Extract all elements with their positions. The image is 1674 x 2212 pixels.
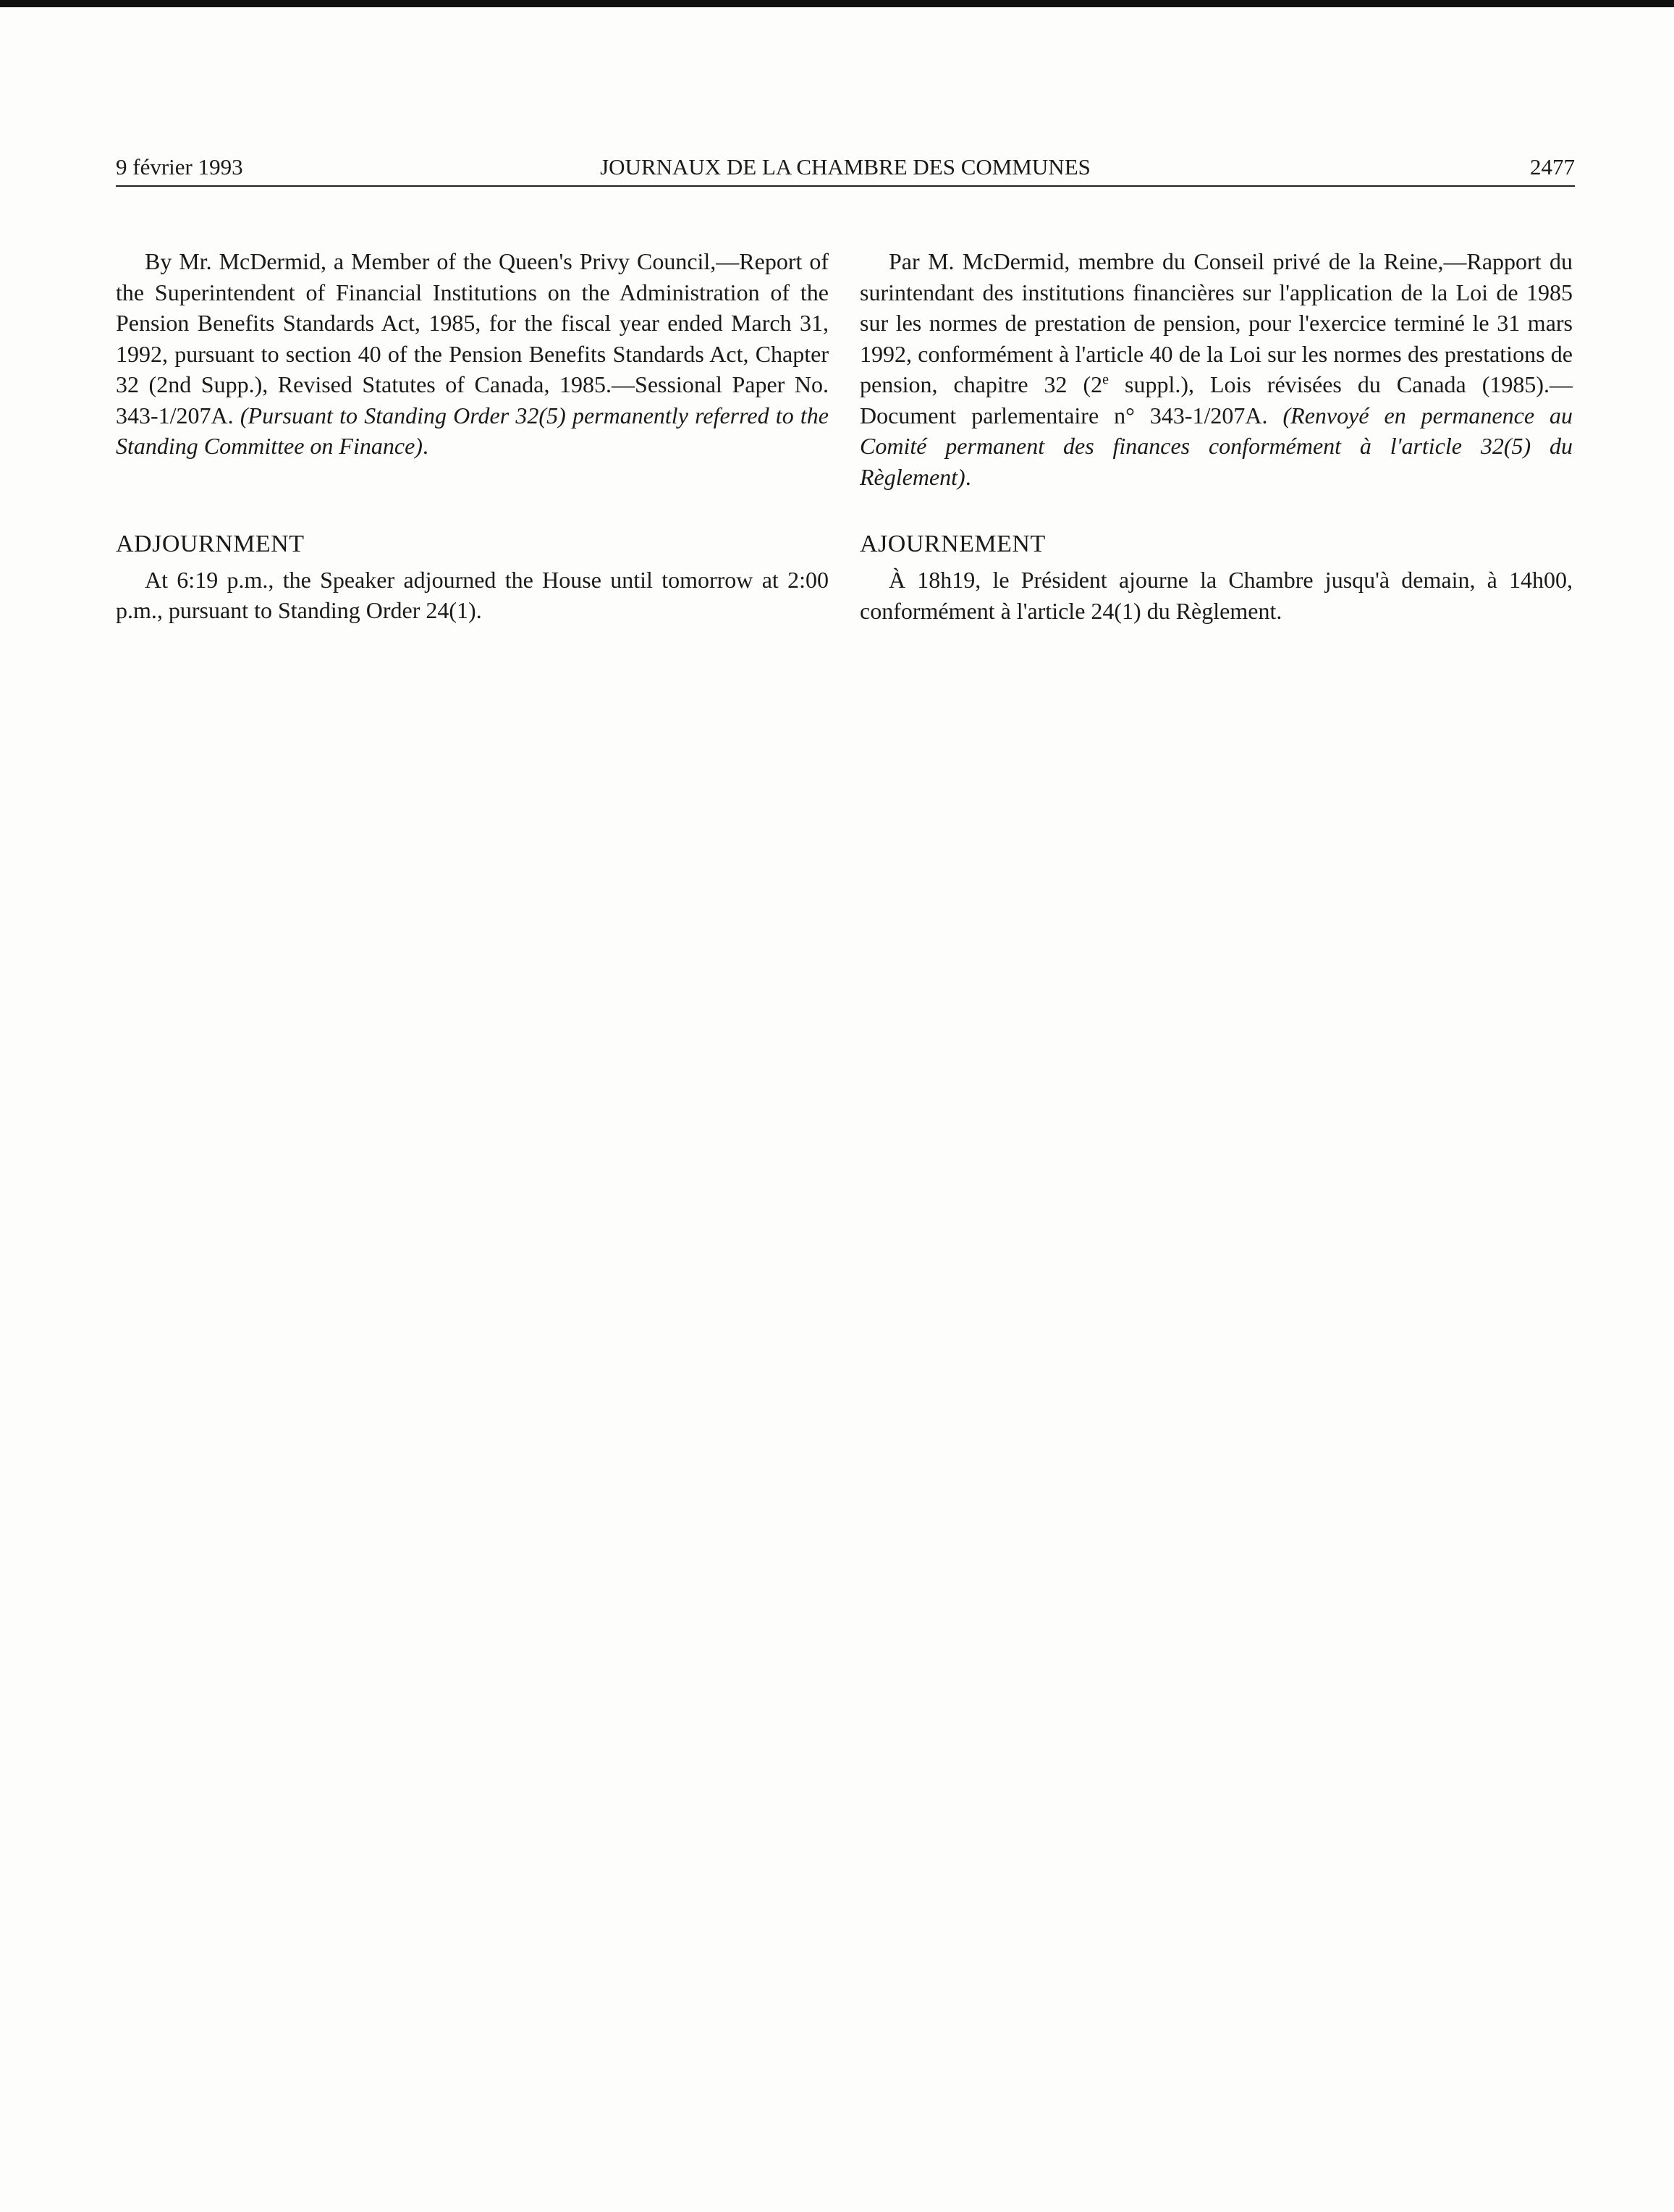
report-paragraph-en — [116, 246, 829, 462]
report-paragraph-fr — [860, 246, 1573, 492]
french-column — [860, 246, 1573, 626]
page-header — [116, 149, 1575, 185]
header-date: 9 février 1993 — [116, 154, 243, 180]
adjournment-heading-en: ADJOURNMENT — [116, 530, 305, 557]
report-text-fr-part1: Par M. McDermid, membre du Conseil privé de la Reine,—Rapport du surintendant des institutions financières sur l'application de la Loi de 1985 sur les normes de prestation de pension, pour l'exercice terminé le 31 mars 1992, conformément à l'article 40 de la Loi sur les normes des prestations de pension, chapitre 32 (2 — [860, 248, 1573, 397]
report-end-fr: . — [965, 463, 971, 490]
report-end-en: . — [422, 433, 428, 459]
english-column — [116, 246, 829, 626]
header-rule — [116, 185, 1575, 187]
report-text-fr-part2: suppl.), Lois révisées du Canada (1985).—Document parlementaire n° 343-1/207A. — [860, 371, 1573, 429]
report-superscript-fr: e — [1102, 371, 1109, 388]
report-referral-en: (Pursuant to Standing Order 32(5) permanently referred to the Standing Committee on Finance) — [116, 402, 829, 459]
scan-top-edge — [0, 0, 1674, 7]
report-referral-fr: (Renvoyé en permanence au Comité permanent des finances conformément à l'article 32(5) du Règlement) — [860, 402, 1573, 490]
adjournment-heading-fr: AJOURNEMENT — [860, 531, 1046, 557]
header-journal-title: JOURNAUX DE LA CHAMBRE DES COMMUNES — [600, 154, 1091, 180]
adjournment-text-fr: À 18h19, le Président ajourne la Chambre jusqu'à demain, à 14h00, conformément à l'article 24(1) du Règlement. — [860, 567, 1573, 624]
adjournment-text-en: At 6:19 p.m., the Speaker adjourned the House until tomorrow at 2:00 p.m., pursuant to Standing Order 24(1). — [116, 566, 829, 623]
header-page-number: 2477 — [1530, 154, 1575, 180]
report-text-en: By Mr. McDermid, a Member of the Queen's Privy Council,—Report of the Superintendent of Financial Institutions on the Administration of the Pension Benefits Standards Act, 1985, for the fiscal year ended March 31, 1992, pursuant to section 40 of the Pension Benefits Standards Act, Chapter 32 (2nd Supp.), Revised Statutes of Canada, 1985.—Sessional Paper No. 343-1/207A. — [116, 248, 829, 429]
